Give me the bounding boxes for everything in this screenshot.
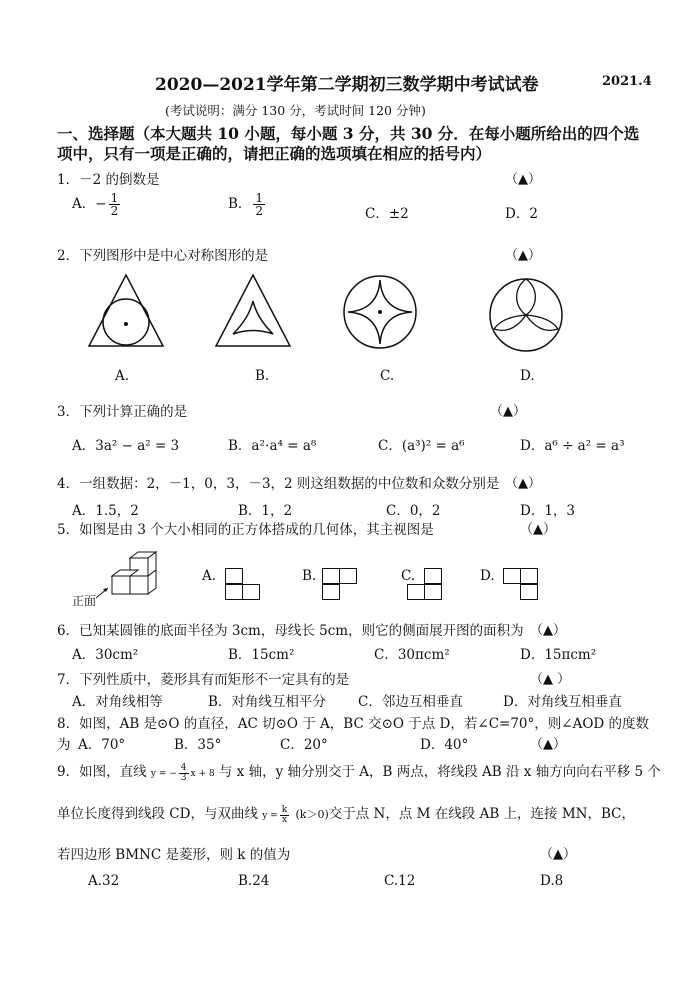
- q6-option-b: B．15cm²: [228, 647, 295, 663]
- q4-option-b: B．1，2: [238, 503, 293, 519]
- q9-line2: [57, 802, 635, 825]
- q9-line3: 若四边形 BMNC 是菱形，则 k 的值为: [57, 847, 291, 863]
- q6-option-d: D．15πcm²: [520, 647, 597, 663]
- q5-label-d: D.: [480, 568, 495, 584]
- q1-mark: （▲）: [505, 172, 541, 187]
- q5-view-d: [503, 568, 543, 604]
- q9-line2-suffix: 交于点 N，点 M 在线段 AB 上，连接 MN，BC，: [328, 806, 635, 822]
- q2-figure-d: [486, 275, 566, 355]
- q4-option-a: A．1.5，2: [72, 503, 139, 519]
- section-heading-line1: 一、选择题（本大题共 10 小题，每小题 3 分，共 30 分．在每小题所给出的四个选: [57, 124, 640, 143]
- q9-eq2-cond: (k＞0): [295, 808, 329, 821]
- q2-stem: 2．下列图形中是中心对称图形的是: [57, 248, 269, 264]
- q1-option-c: C．±2: [365, 206, 409, 222]
- exam-title: 2020—2021学年第二学期初三数学期中考试试卷: [155, 75, 539, 95]
- q3-option-a: A．3a² − a² = 3: [72, 438, 180, 454]
- q9-mark: （▲）: [540, 847, 576, 862]
- q9-eq1-post: x + 8: [190, 769, 215, 779]
- q6-mark: （▲）: [530, 623, 566, 638]
- q1-b-fraction: [253, 192, 265, 217]
- q3-stem: 3．下列计算正确的是: [57, 404, 188, 420]
- q6-stem: 6．已知某圆锥的底面半径为 3cm，母线长 5cm，则它的侧面展开图的面积为: [57, 623, 524, 639]
- q1-option-a: [72, 192, 122, 217]
- q1-option-b: [228, 192, 267, 217]
- q5-view-a: [225, 568, 265, 604]
- q9-option-d: D.8: [540, 873, 564, 889]
- q8-option-a: A．70°: [78, 737, 126, 753]
- q7-mark: （▲ ）: [530, 672, 571, 687]
- q1-a-numerator: 1: [110, 191, 119, 205]
- q8-option-c: C．20°: [280, 737, 328, 753]
- q1-a-label: A．−: [72, 196, 107, 212]
- q5-solid-figure: [94, 552, 166, 600]
- q9-eq1-num: 4: [180, 763, 187, 773]
- q9-line2-equation: [262, 805, 291, 825]
- q3-mark: （▲）: [490, 404, 526, 419]
- q2-figure-c: [340, 272, 420, 352]
- q9-eq2-fraction: [280, 806, 289, 825]
- q9-line1: [57, 760, 661, 783]
- q8-prefix: 为: [57, 737, 71, 753]
- q2-label-d: D.: [520, 368, 535, 384]
- q8-option-d: D．40°: [420, 737, 469, 753]
- q1-stem: 1．－2 的倒数是: [57, 172, 160, 188]
- q5-view-b: [322, 568, 362, 604]
- q4-stem: 4．一组数据：2，－1，0，3，－3，2 则这组数据的中位数和众数分别是: [57, 476, 500, 492]
- q5-label-b: B.: [302, 568, 317, 584]
- q2-label-a: A.: [115, 368, 130, 384]
- q9-line1-equation: [150, 763, 215, 783]
- exam-note: (考试说明：满分 130 分，考试时间 120 分钟): [165, 103, 426, 118]
- q5-front-label: 正面: [72, 594, 97, 608]
- q3-option-c: C．(a³)² = a⁶: [378, 438, 465, 454]
- exam-date: 2021.4: [602, 74, 652, 89]
- q7-option-b: B．对角线互相平分: [208, 694, 326, 710]
- q1-a-fraction: [109, 192, 121, 217]
- q4-option-d: D．1，3: [520, 503, 576, 519]
- q9-eq2-pre: y =: [262, 811, 278, 821]
- q7-option-c: C．邻边互相垂直: [358, 694, 463, 710]
- q7-option-d: D．对角线互相垂直: [503, 694, 622, 710]
- q2-label-b: B.: [255, 368, 270, 384]
- q4-mark: （▲）: [505, 476, 541, 491]
- q8-option-b: B．35°: [174, 737, 222, 753]
- q3-option-d: D．a⁶ ÷ a² = a³: [520, 438, 625, 454]
- q9-line1-suffix: 与 x 轴，y 轴分别交于 A，B 两点，将线段 AB 沿 x 轴方向向右平移 5 个: [218, 764, 661, 780]
- q9-line1-prefix: 9．如图，直线: [57, 764, 147, 780]
- q7-stem: 7．下列性质中，菱形具有而矩形不一定具有的是: [57, 672, 350, 688]
- q7-option-a: A．对角线相等: [72, 694, 163, 710]
- q9-eq1-fraction: [179, 764, 189, 783]
- q9-eq1-den: 3: [180, 773, 187, 783]
- q5-label-c: C.: [401, 568, 416, 584]
- q3-option-b: B．a²⋅a⁴ = a⁸: [228, 438, 317, 454]
- q2-mark: （▲）: [505, 248, 541, 263]
- q2-label-c: C.: [380, 368, 395, 384]
- q5-mark: （▲）: [520, 522, 556, 537]
- section-heading-line2: 项中，只有一项是正确的，请把正确的选项填在相应的括号内）: [57, 144, 492, 163]
- q9-eq1-pre: y = −: [150, 769, 177, 779]
- q6-option-a: A．30cm²: [72, 647, 139, 663]
- q1-option-d: D．2: [505, 206, 538, 222]
- q9-eq2-den: x: [281, 815, 288, 825]
- q1-b-label: B．: [228, 196, 252, 212]
- q4-option-c: C．0，2: [386, 503, 441, 519]
- q8-mark: （▲）: [530, 737, 566, 752]
- q5-label-a: A.: [202, 568, 217, 584]
- q1-b-numerator: 1: [255, 191, 264, 205]
- q2-figure-a: [86, 272, 166, 352]
- q9-line2-prefix: 单位长度得到线段 CD，与双曲线: [57, 806, 258, 822]
- q2-figure-b: [213, 272, 293, 352]
- q9-option-c: C.12: [384, 873, 416, 889]
- q5-view-c: [405, 568, 445, 604]
- q9-eq2-num: k: [281, 805, 288, 815]
- q1-b-denominator: 2: [255, 204, 264, 218]
- q5-stem: 5．如图是由 3 个大小相同的正方体搭成的几何体，其主视图是: [57, 522, 434, 538]
- q1-a-denominator: 2: [110, 204, 119, 218]
- q6-option-c: C．30πcm²: [374, 647, 450, 663]
- q8-stem: 8．如图，AB 是⊙O 的直径，AC 切⊙O 于 A，BC 交⊙O 于点 D，若∠C=70°，则∠AOD 的度数: [57, 716, 650, 732]
- q9-option-b: B.24: [238, 873, 270, 889]
- q9-option-a: A.32: [88, 873, 120, 889]
